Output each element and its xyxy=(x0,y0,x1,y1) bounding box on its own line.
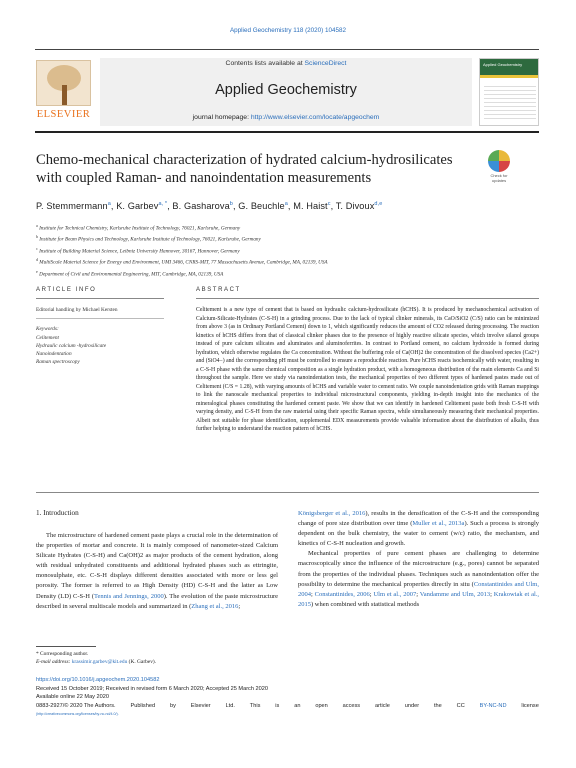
citation-link[interactable]: Vandamme and Ulm, 2013 xyxy=(419,590,491,598)
article-info-heading: ARTICLE INFO xyxy=(36,287,97,293)
keyword[interactable]: Celitement xyxy=(36,334,59,341)
crossmark-label: Check for updates xyxy=(490,173,508,183)
citation-link[interactable]: Königsberger et al., 2016 xyxy=(298,510,366,517)
cover-lines xyxy=(484,83,536,121)
affiliation: $^b$ Institute for Beam Physics and Technology, Karlsruhe Institute of Technology, 76021, Karlsruhe, Germany xyxy=(36,234,261,244)
paragraph: Mechanical properties of pure cement phases are challenging to determine macroscopically since the influence of the microstructure (e.g., pores) cannot be separated from the properties of the individual phases. Techniques such as nanoindentation offer the possibility to determine the mechanical properties directly in situ (Constantinides and Ulm, 2004; Constantinides, 2006; Ulm et al., 2007; Vandamme and Ulm, 2013; Krakowiak et al., 2015) when combined with statistical methods xyxy=(298,550,540,608)
journal-homepage xyxy=(100,114,472,121)
author[interactable]: K. Garbev$^{a, *}$ xyxy=(116,201,168,212)
journal-title: Applied Geochemistry xyxy=(215,82,357,98)
author-list: P. Stemmermann$^a$, K. Garbev$^{a, *}$, B. Gasharova$^b$, G. Beuchle$^a$, M. Haist$^c$, T. Divoux$^{d,e}$ xyxy=(36,201,383,212)
crossmark-icon xyxy=(488,150,510,172)
elsevier-tree-icon xyxy=(36,60,91,106)
contents-line xyxy=(100,60,472,67)
intro-left-column xyxy=(36,531,278,612)
masthead-rule xyxy=(35,131,539,133)
paragraph: Königsberger et al., 2016), results in the densification of the C-S-H and the corresponding change of pore size distribution over time (Muller et al., 2013a). Such a process is strongly dependent on the bulk chemistry, the water to cement (w/c) ratio, the mechanism, and kinetics of C-S-H nucleation and growth. xyxy=(298,510,539,548)
author[interactable]: P. Stemmermann$^a$ xyxy=(36,201,111,212)
sciencedirect-link[interactable]: ScienceDirect xyxy=(304,60,347,67)
license-line: 0883-2927/© 2020 The Authors. Published by Elsevier Ltd. This is an open access article under the CC BY-NC-ND license xyxy=(36,702,539,709)
affiliation: $^c$ Institute of Building Material Science, Leibniz University Hannover, 30167, Hannover, Germany xyxy=(36,245,240,255)
intro-right-column xyxy=(298,509,539,610)
license-link[interactable]: BY-NC-ND xyxy=(479,702,507,709)
citation-link[interactable]: Muller et al., 2013a xyxy=(412,520,465,528)
author[interactable]: B. Gasharova$^b$ xyxy=(172,201,233,212)
license-url[interactable]: (http://creativecommons.org/licenses/by-nc-nd/4.0/). xyxy=(36,712,119,716)
editorial-rule xyxy=(36,318,164,319)
contents-prefix: Contents lists available at xyxy=(225,60,305,67)
citation-link[interactable]: Constantinides and Ulm, 2004 xyxy=(298,580,539,598)
received-dates: Received 15 October 2019; Received in revised form 6 March 2020; Accepted 25 March 2020 xyxy=(36,685,268,692)
keywords-title: Keywords: xyxy=(36,326,59,333)
publication-info xyxy=(36,676,539,719)
cover-stripe xyxy=(480,75,538,78)
editorial-handling: Editorial handling by Michael Kersten xyxy=(36,307,118,313)
affiliation: $^a$ Institute for Technical Chemistry, Karlsruhe Institute of Technology, 76021, Karlsruhe, Germany xyxy=(36,223,241,232)
intro-text: ). The evolution of the paste microstructure described in several multiscale models and summarized in ( xyxy=(36,592,278,610)
abstract-text: Celitement is a new type of cement that is based on hydraulic calcium-hydrosilicate (hCHS). It is produced by mechanochemical activation of Calcium-Silicate-Hydrates (C-S-H) in a grinding process. Due to the lack of typical clinker minerals, its CaO/SiO2 (C/S) ratio can be minimized from above 3 (as in Ordinary Portland Cement) down to 1, which significantly reduces the amount of CO2 released during processing. The reaction kinetics of hCHS differs from that of classical clinker phases due to the presence of highly reactive silicate species, which involve silanol groups instead of pure calcium silicates and aluminates and aluminoferrites. In contrast to Portland cement, no calcium hydroxide is formed during hydration, which otherwise regulates the Ca concentration. Without the buffering role of Ca(OH)2 the concentration of the dissolved species (Ca2+) and (SiO4−) and the corresponding pH must be controlled to ensure a reproducible reaction. Pure hCHS reacts isochemically with water, resulting in a C-S-H phase with the same chemical composition as a single hydration product, with a homogeneous distribution of the main elements Ca and Si throughout the sample. Here we study via nanoindentation tests, the mechanical properties of two different types of hardened pastes made out of Celitement (C/S = 1.28), with varying amounts of hCHS and variable water to cement ratio. We couple nanoindentation grids with Raman mappings to link the nanoscale mechanical properties to individual microstructural components, yielding in-depth insight into the mechanics of the mineralogical phases constituting the hardened cement paste. We show that we can identify in hardened Celitement paste both fresh C-S-H with varying density, and C-S-H from the raw material using their specific Raman spectra, while simultaneously measuring their mechanical properties. Albeit not suitable for phase identification, supplemental EDX measurements provide valuable information about the distribution of alkalis, thus further helping to understand the reaction pattern of hCHS. xyxy=(196,307,539,432)
footnotes xyxy=(36,650,336,667)
citation-link[interactable]: Ulm et al., 2007 xyxy=(373,590,417,598)
citation-link[interactable]: Constantinides, 2006 xyxy=(314,590,370,598)
doi-link[interactable]: https://doi.org/10.1016/j.apgeochem.2020.104582 xyxy=(36,677,160,683)
author[interactable]: M. Haist$^c$ xyxy=(293,201,331,212)
affiliations xyxy=(36,222,536,279)
citation-link[interactable]: Tennis and Jennings, 2000 xyxy=(94,592,164,600)
abstract-rule xyxy=(196,298,539,299)
cover-title: Applied Geochemistry xyxy=(483,62,523,67)
article-title: Chemo-mechanical characterization of hydrated calcium-hydrosilicates with coupled Raman- and nanoindentation measurements xyxy=(36,152,453,186)
email-note: E-mail address: krassimir.garbev@kit.edu (K. Garbev). xyxy=(36,659,157,666)
article-info-rule xyxy=(36,298,164,299)
intro-text: ; xyxy=(238,602,241,610)
available-online: Available online 22 May 2020 xyxy=(36,694,109,700)
homepage-link[interactable]: http://www.elsevier.com/locate/apgeochem xyxy=(250,114,380,121)
intro-text: The microstructure of hardened cement paste plays a crucial role in the determination of the properties of mortar and concrete. It is mainly composed of nanometer-sized Calcium Silicate Hydrates (C-S-H) and Ca(OH)2 as major products of the cement hydration, along with residual unhydrated constituents and additional hydrated phases such as ettringite, monosulphate, etc. C-S-H displays different densities associated with more or less gel porosity. The former is referred to as High Density (HD) C-S-H and the latter as Low Density (LD) C-S-H ( xyxy=(36,532,278,600)
abstract-bottom-rule xyxy=(36,492,539,493)
keyword[interactable]: Nanoindentation xyxy=(36,351,72,358)
corresponding-author-note: * Corresponding author. xyxy=(36,651,89,657)
author[interactable]: G. Beuchle$^a$ xyxy=(238,201,288,212)
footnote-rule xyxy=(36,646,96,647)
homepage-label: journal homepage: xyxy=(192,114,251,121)
abstract-heading: ABSTRACT xyxy=(196,287,241,293)
email-link[interactable]: krassimir.garbev@kit.edu xyxy=(71,659,128,666)
author[interactable]: T. Divoux$^{d,e}$ xyxy=(335,201,383,212)
citation-link[interactable]: Krakowiak et al., 2015 xyxy=(298,590,540,608)
check-updates-badge[interactable] xyxy=(484,150,514,184)
article-info-block xyxy=(36,306,164,367)
affiliation: $^d$ MultiScale Material Science for Energy and Environment, UMI 3466, CNRS-MIT, 77 Massachusetts Avenue, Cambridge, MA, 02139, USA xyxy=(36,257,328,267)
keyword[interactable]: Raman spectroscopy xyxy=(36,359,80,366)
introduction-heading: 1. Introduction xyxy=(36,509,79,517)
journal-reference[interactable]: Applied Geochemistry 118 (2020) 104582 xyxy=(229,27,347,34)
header-rule xyxy=(35,49,539,50)
affiliation: $^e$ Department of Civil and Environmental Engineering, MIT, Cambridge, MA, 02139, USA xyxy=(36,268,224,278)
journal-cover[interactable] xyxy=(479,58,539,126)
citation-link[interactable]: Zhang et al., 2016 xyxy=(191,602,239,610)
keyword[interactable]: Hydraulic calcium -hydrosilicate xyxy=(36,342,107,349)
publisher-name: ELSEVIER xyxy=(36,109,91,120)
